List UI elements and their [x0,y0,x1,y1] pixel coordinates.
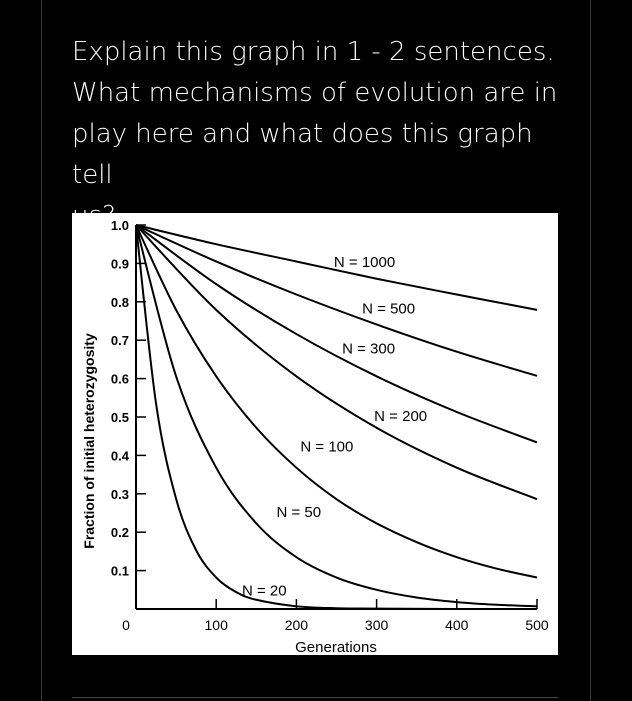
y-tick-label: 0.5 [110,410,129,425]
curve-label-n-50: N = 50 [276,503,322,521]
question-line: play here and what does this graph tell [72,119,533,190]
x-tick-label: 300 [364,617,389,633]
heterozygosity-chart [72,213,558,655]
frame-border-left [41,0,42,701]
frame-border-right [590,0,591,701]
curve-label-n-1000: N = 1000 [333,254,396,272]
curve-label-n-300: N = 300 [342,340,396,358]
x-tick-label: 200 [284,617,309,633]
y-tick-label: 0.1 [110,563,129,579]
y-tick-label: 1.0 [110,218,129,233]
curves [136,225,537,609]
y-tick-label: 0.8 [110,294,129,310]
axes [111,218,549,633]
x-tick-label: 500 [525,617,549,633]
question-text [72,32,572,237]
curve-label-n-500: N = 500 [362,300,416,318]
y-tick-label: 0.2 [110,525,129,541]
x-tick-label: 400 [445,617,469,633]
y-tick-label: 0.9 [110,256,129,272]
curve-label-n-200: N = 200 [374,407,428,425]
curve-label-n-20: N = 20 [242,582,287,600]
x-tick-label: 0 [122,617,130,633]
curve-n-500 [136,225,537,376]
divider [72,697,558,698]
x-axis-label: Generations [295,639,377,655]
x-tick-label: 100 [204,617,228,633]
curve-label-n-100: N = 100 [300,438,354,456]
question-line: Explain this graph in 1 - 2 sentences. [72,37,555,67]
chart-image [72,213,558,655]
curve-n-100 [136,225,537,578]
y-tick-label: 0.3 [110,486,129,502]
y-tick-label: 0.4 [110,448,129,464]
curve-labels [242,254,427,599]
question-line: What mechanisms of evolution are in [72,78,558,108]
curve-n-20 [136,225,537,609]
y-axis-label: Fraction of initial heterozygosity [81,333,97,549]
y-tick-label: 0.6 [110,371,129,387]
y-tick-label: 0.7 [110,333,129,349]
